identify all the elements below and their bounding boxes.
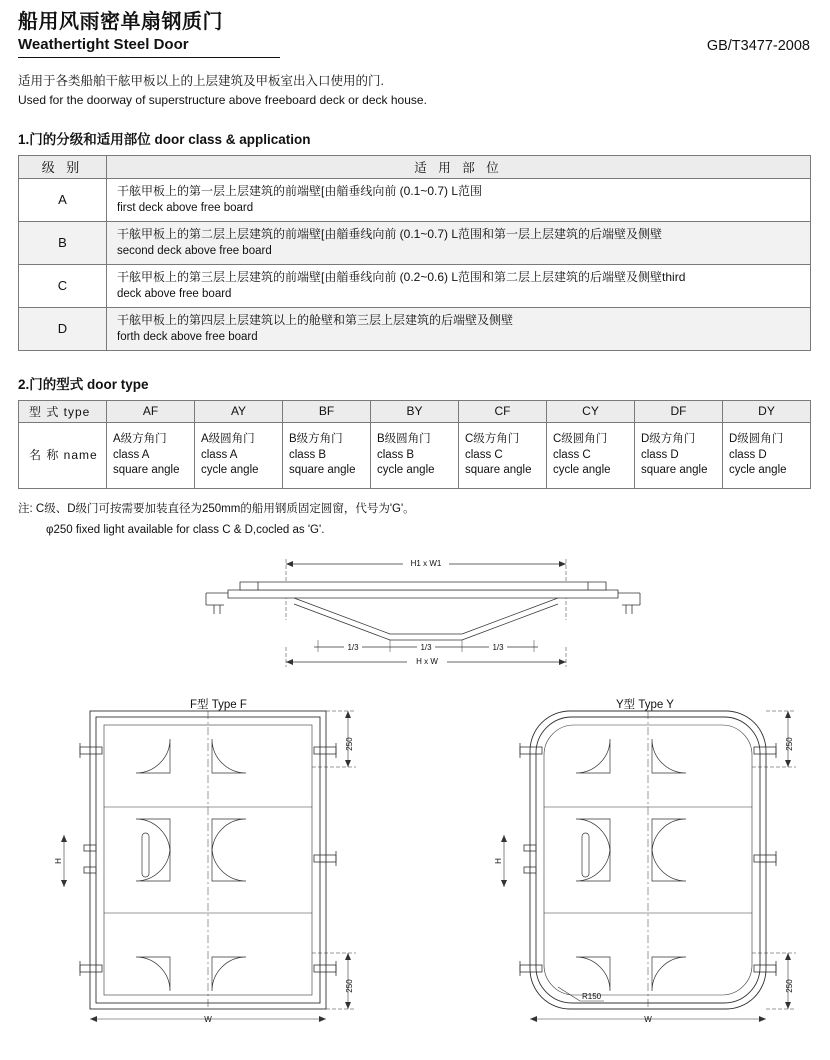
elevation-views-drawing [18, 695, 811, 1025]
type-code: CF [459, 400, 547, 422]
cell-application [107, 221, 811, 264]
dim-f-top-250: 250 [345, 737, 354, 752]
view-f-label: F型 Type F [190, 699, 247, 712]
type-header-row [19, 400, 811, 422]
type-name-cn: A级圆角门 [201, 433, 255, 446]
table-row [19, 178, 811, 221]
intro-block [18, 72, 812, 110]
type-name-cell [635, 422, 723, 488]
dim-y-width: W [644, 1015, 652, 1025]
dim-label-h1w1: H1 x W1 [410, 559, 442, 569]
col-header-class: 级 别 [19, 155, 107, 178]
dim-label-third-3: 1/3 [492, 643, 504, 653]
dim-label-third-2: 1/3 [420, 643, 432, 653]
dim-y-bottom-250: 250 [785, 979, 794, 994]
dim-y-top-250: 250 [785, 737, 794, 752]
type-name-en2: square angle [289, 464, 356, 477]
dim-f-bottom-250: 250 [345, 979, 354, 994]
type-code: AF [107, 400, 195, 422]
cell-application [107, 264, 811, 307]
dim-y-height: H [494, 858, 503, 865]
type-name-en2: square angle [641, 464, 708, 477]
type-name-en2: cycle angle [201, 464, 259, 477]
section-1-heading: 1.门的分级和适用部位 door class & application [18, 131, 311, 147]
dim-y-radius: R150 [582, 992, 602, 1002]
section-view-drawing [18, 548, 811, 673]
note-en: φ250 fixed light available for class C & D,cocled as 'G'. [46, 523, 325, 536]
row-label-type: 型 式 type [19, 400, 107, 422]
cell-class: C [19, 264, 107, 307]
application-en: first deck above free board [117, 202, 254, 215]
cell-class: D [19, 307, 107, 350]
application-cn: 干舷甲板上的第三层上层建筑的前端壁[由艏垂线向前 (0.2~0.6) L范围和第二层上层建筑的后端壁及侧壁third [117, 269, 686, 284]
application-cn: 干舷甲板上的第二层上层建筑的前端壁[由艏垂线向前 (0.1~0.7) L范围和第一层上层建筑的后端壁及侧壁 [117, 226, 663, 241]
type-code: DY [723, 400, 811, 422]
type-name-cn: B级圆角门 [377, 433, 431, 446]
application-en: forth deck above free board [117, 331, 258, 344]
type-name-cn: C级方角门 [465, 433, 520, 446]
type-code: CY [547, 400, 635, 422]
standard-number: GB/T3477-2008 [706, 38, 810, 54]
type-name-cn: D级圆角门 [729, 433, 784, 446]
cell-class: A [19, 178, 107, 221]
table-row [19, 307, 811, 350]
type-name-cn: A级方角门 [113, 433, 167, 446]
cell-application [107, 307, 811, 350]
type-code: BF [283, 400, 371, 422]
type-name-en1: class A [201, 448, 238, 461]
row-label-name: 名 称 name [19, 422, 107, 488]
type-name-en2: square angle [113, 464, 180, 477]
type-name-en2: square angle [465, 464, 532, 477]
door-type-table [18, 400, 811, 489]
type-name-cell [195, 422, 283, 488]
type-name-cn: D级方角门 [641, 433, 696, 446]
document-header [18, 10, 812, 58]
type-name-en1: class A [113, 448, 150, 461]
intro-text-cn: 适用于各类船舶干舷甲板以上的上层建筑及甲板室出入口使用的门. [18, 73, 384, 88]
table-row [19, 221, 811, 264]
type-code: BY [371, 400, 459, 422]
section-2-heading: 2.门的型式 door type [18, 376, 149, 392]
type-name-en1: class D [729, 448, 767, 461]
drawings-area [18, 548, 812, 1025]
type-name-cell [547, 422, 635, 488]
type-name-en1: class B [289, 448, 327, 461]
view-y-label: Y型 Type Y [616, 699, 674, 712]
application-en: second deck above free board [117, 245, 272, 258]
page-title-cn: 船用风雨密单扇钢质门 [18, 11, 223, 33]
dim-f-width: W [204, 1015, 212, 1025]
col-header-application: 适 用 部 位 [107, 155, 811, 178]
type-name-cell [459, 422, 547, 488]
type-name-row [19, 422, 811, 488]
title-underline [18, 57, 280, 58]
type-name-en2: cycle angle [729, 464, 787, 477]
application-en: deck above free board [117, 288, 232, 301]
type-name-en1: class C [553, 448, 591, 461]
type-name-en2: cycle angle [377, 464, 435, 477]
intro-text-en: Used for the doorway of superstructure above freeboard deck or deck house. [18, 93, 427, 108]
type-name-cn: C级圆角门 [553, 433, 608, 446]
cell-application [107, 178, 811, 221]
type-name-cell [371, 422, 459, 488]
type-name-cell [107, 422, 195, 488]
type-name-cell [283, 422, 371, 488]
application-cn: 干舷甲板上的第四层上层建筑以上的舱壁和第三层上层建筑的后端壁及侧壁 [117, 312, 514, 327]
cell-class: B [19, 221, 107, 264]
type-name-cn: B级方角门 [289, 433, 343, 446]
type-name-en1: class D [641, 448, 679, 461]
dim-f-height: H [54, 858, 63, 865]
door-class-table [18, 155, 811, 351]
table-row [19, 264, 811, 307]
application-cn: 干舷甲板上的第一层上层建筑的前端壁[由艏垂线向前 (0.1~0.7) L范围 [117, 183, 483, 198]
dim-label-third-1: 1/3 [347, 643, 359, 653]
type-name-en1: class C [465, 448, 503, 461]
type-code: DF [635, 400, 723, 422]
page-title-en: Weathertight Steel Door [18, 36, 189, 53]
type-code: AY [195, 400, 283, 422]
note-cn: 注: C级、D级门可按需要加装直径为250mm的船用钢质固定圆窗，代号为'G'。 [18, 502, 415, 515]
type-name-cell [723, 422, 811, 488]
type-name-en1: class B [377, 448, 415, 461]
dim-label-hw: H x W [416, 657, 438, 667]
note-block [18, 499, 812, 540]
type-name-en2: cycle angle [553, 464, 611, 477]
table-header-row [19, 155, 811, 178]
